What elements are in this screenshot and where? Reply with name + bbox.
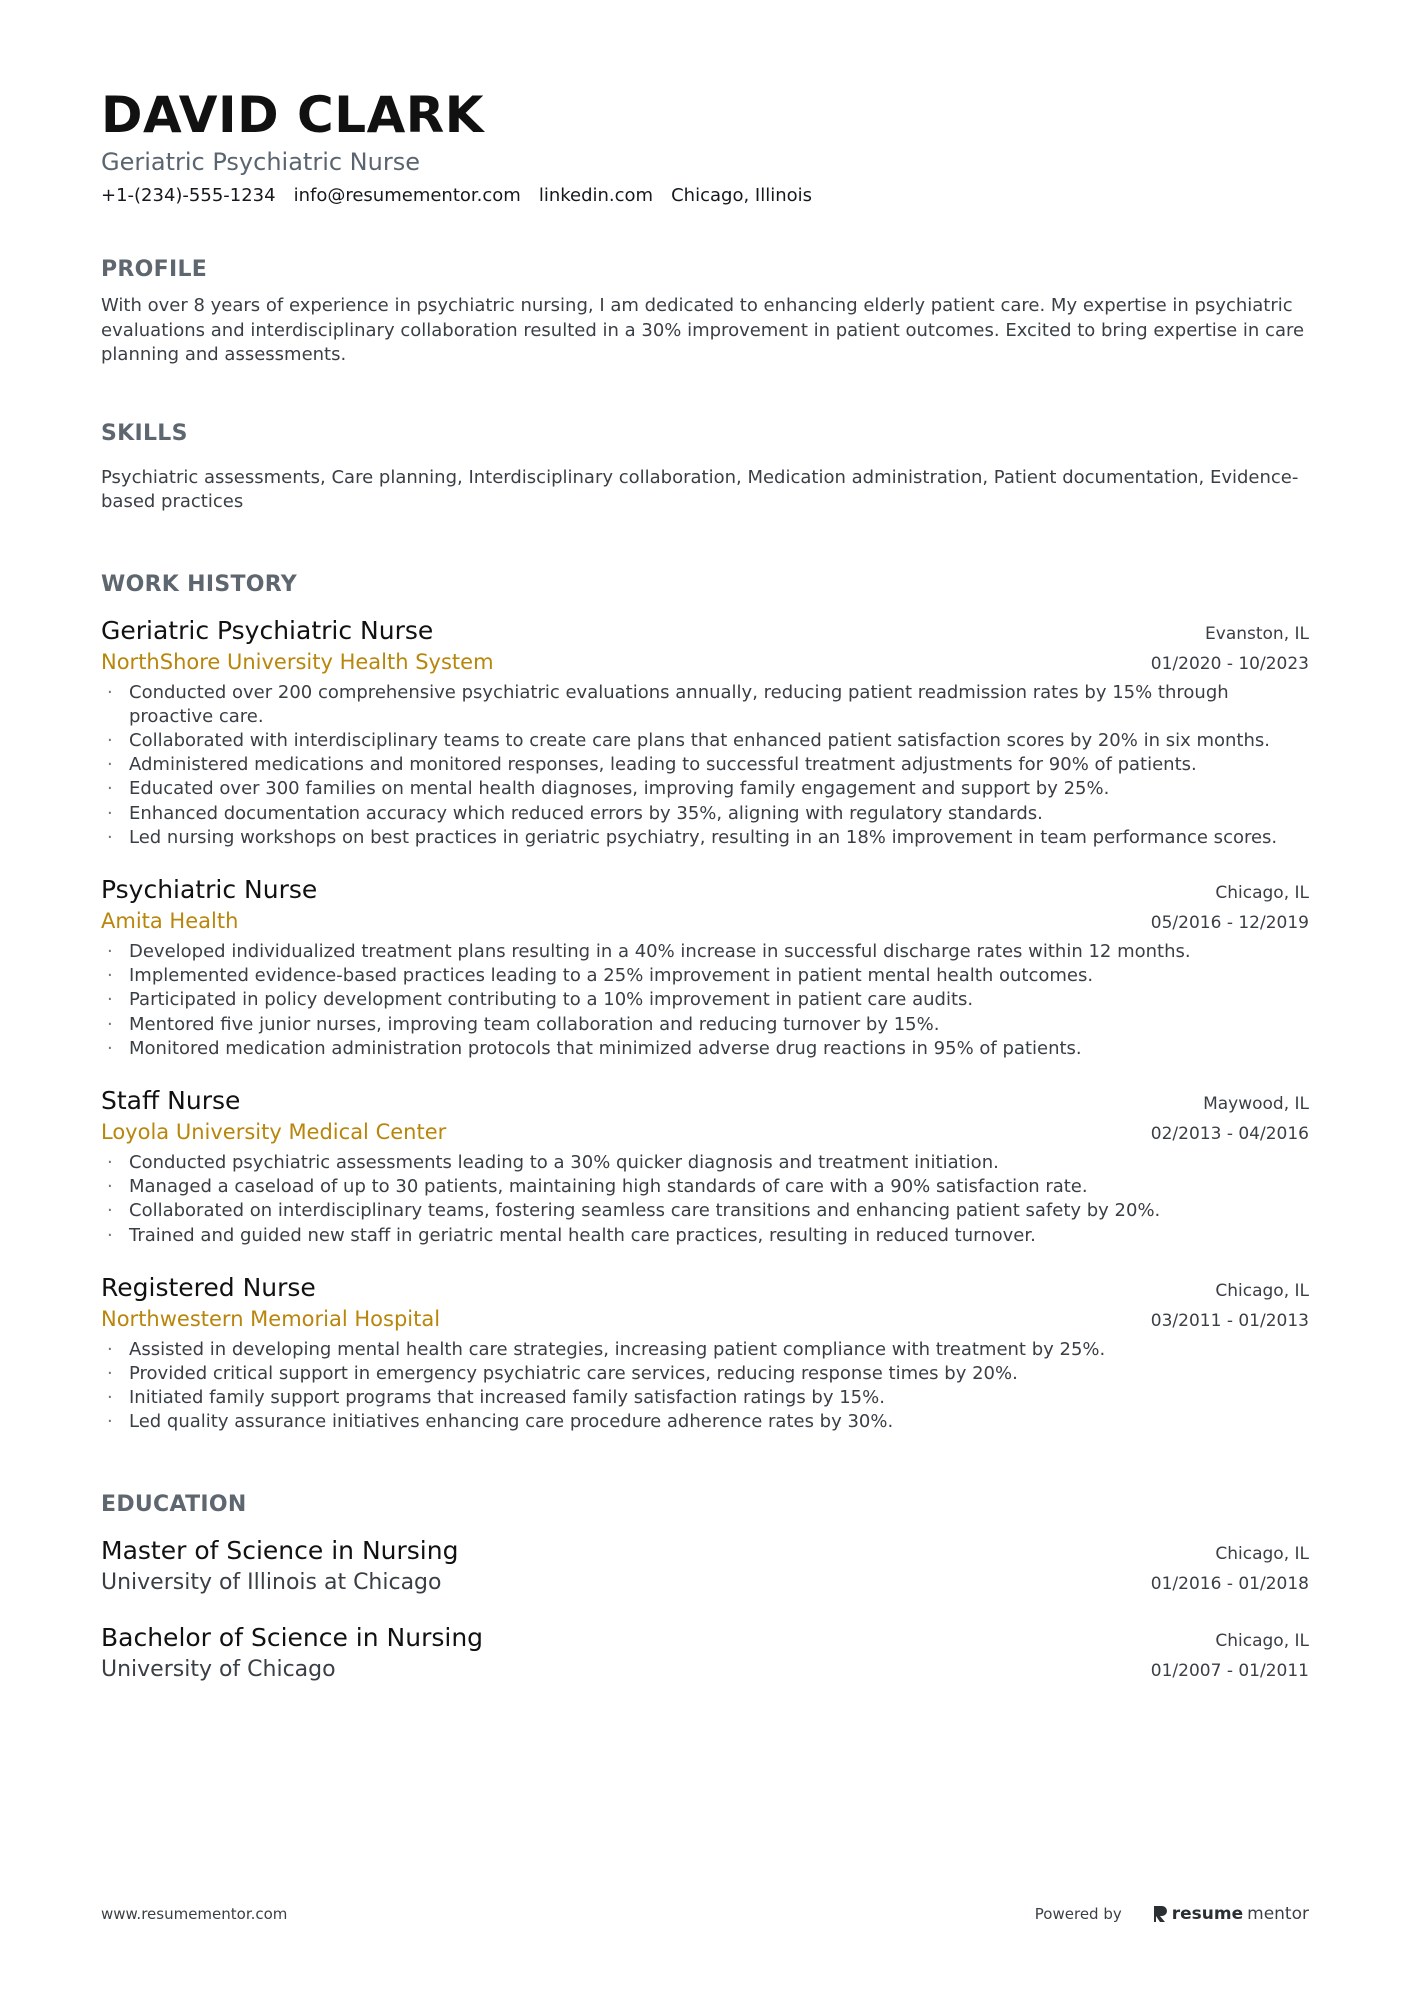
candidate-name: DAVID CLARK xyxy=(101,86,485,144)
job-bullet: · Collaborated with interdisciplinary teams to create care plans that enhanced patient satisfaction scores by 20% in six months. xyxy=(101,729,1309,753)
footer-branding xyxy=(1035,1904,1309,1924)
education-location: Chicago, IL xyxy=(1215,1543,1309,1564)
job-bullet: · Led quality assurance initiatives enhancing care procedure adherence rates by 30%. xyxy=(101,1410,1309,1434)
job-bullet: · Participated in policy development contributing to a 10% improvement in patient care audits. xyxy=(101,988,1309,1012)
education-school: University of Illinois at Chicago xyxy=(101,1569,442,1595)
education-dates: 01/2016 - 01/2018 xyxy=(1150,1573,1309,1594)
job-location: Chicago, IL xyxy=(1215,882,1309,903)
contact-linkedin[interactable]: linkedin.com xyxy=(538,185,654,206)
job-title: Psychiatric Nurse xyxy=(101,874,318,904)
work-history-section xyxy=(101,571,1309,1435)
job-bullets xyxy=(101,940,1309,1061)
job-bullet: · Administered medications and monitored responses, leading to successful treatment adjustments for 90% of patients. xyxy=(101,753,1309,777)
job-bullets xyxy=(101,681,1309,850)
job-employer-row xyxy=(101,1118,1309,1148)
footer-url[interactable]: www.resumementor.com xyxy=(101,1905,288,1923)
job-title: Registered Nurse xyxy=(101,1272,316,1302)
resume-header xyxy=(101,0,1309,208)
job-bullet: · Implemented evidence-based practices leading to a 25% improvement in patient mental health outcomes. xyxy=(101,964,1309,988)
contact-phone: +1-(234)-555-1234 xyxy=(101,185,276,206)
powered-by-label: Powered by xyxy=(1034,1905,1122,1923)
contact-location: Chicago, Illinois xyxy=(671,185,813,206)
job-bullet: · Initiated family support programs that increased family satisfaction ratings by 15%. xyxy=(101,1386,1309,1410)
job-title: Staff Nurse xyxy=(101,1085,241,1115)
brand-name-light: mentor xyxy=(1247,1904,1309,1924)
brand-name-bold: resume xyxy=(1171,1904,1244,1924)
section-title-profile: PROFILE xyxy=(101,257,208,282)
job-employer-row xyxy=(101,1305,1309,1335)
job-location: Maywood, IL xyxy=(1203,1093,1309,1114)
job-employer: Loyola University Medical Center xyxy=(101,1119,447,1144)
education-location: Chicago, IL xyxy=(1215,1630,1309,1651)
job-bullet: · Provided critical support in emergency psychiatric care services, reducing response times by 20%. xyxy=(101,1362,1309,1386)
job-bullet: · Educated over 300 families on mental health diagnoses, improving family engagement and support by 25%. xyxy=(101,777,1309,801)
job-bullets xyxy=(101,1338,1309,1435)
education-section xyxy=(101,1491,1309,1685)
job-employer: Amita Health xyxy=(101,908,239,933)
education-degree-row xyxy=(101,1622,1309,1655)
job-entry xyxy=(101,1272,1309,1435)
job-bullet: · Enhanced documentation accuracy which reduced errors by 35%, aligning with regulatory standards. xyxy=(101,802,1309,826)
job-entry xyxy=(101,615,1309,850)
profile-section xyxy=(101,256,1309,368)
job-dates: 03/2011 - 01/2013 xyxy=(1150,1310,1309,1331)
job-bullet: · Assisted in developing mental health care strategies, increasing patient compliance with treatment by 25%. xyxy=(101,1338,1309,1362)
skills-text: Psychiatric assessments, Care planning, Interdisciplinary collaboration, Medication administration, Patient documentation, Evidence-based practices xyxy=(101,466,1299,512)
brand-logo[interactable] xyxy=(1152,1904,1309,1924)
job-title-row xyxy=(101,1085,1309,1118)
profile-text: With over 8 years of experience in psychiatric nursing, I am dedicated to enhancing elderly patient care. My expertise in psychiatric evaluations and interdisciplinary collaboration resulted in a 30% improvement in patient outcomes. Excited to bring expertise in care planning and assessments. xyxy=(101,295,1305,365)
job-title: Geriatric Psychiatric Nurse xyxy=(101,615,434,645)
job-bullet: · Monitored medication administration protocols that minimized adverse drug reactions in 95% of patients. xyxy=(101,1037,1309,1061)
job-location: Chicago, IL xyxy=(1215,1280,1309,1301)
job-employer: NorthShore University Health System xyxy=(101,649,494,674)
job-bullet: · Managed a caseload of up to 30 patients, maintaining high standards of care with a 90% satisfaction rate. xyxy=(101,1175,1309,1199)
job-bullet: · Collaborated on interdisciplinary teams, fostering seamless care transitions and enhancing patient safety by 20%. xyxy=(101,1199,1309,1223)
job-title-row xyxy=(101,1272,1309,1305)
contact-email[interactable]: info@resumementor.com xyxy=(293,185,521,206)
job-dates: 05/2016 - 12/2019 xyxy=(1150,912,1309,933)
section-title-work-history: WORK HISTORY xyxy=(101,571,298,597)
contact-line xyxy=(101,184,1309,208)
job-title-row xyxy=(101,874,1309,907)
job-bullet: · Led nursing workshops on best practices in geriatric psychiatry, resulting in an 18% improvement in team performance scores. xyxy=(101,826,1309,850)
education-school-row xyxy=(101,1655,1309,1685)
skills-section xyxy=(101,420,1309,515)
resumementor-logo-icon xyxy=(1152,1905,1168,1923)
job-dates: 01/2020 - 10/2023 xyxy=(1150,653,1309,674)
education-dates: 01/2007 - 01/2011 xyxy=(1150,1660,1309,1681)
section-title-education: EDUCATION xyxy=(101,1491,247,1517)
job-employer-row xyxy=(101,648,1309,678)
education-list xyxy=(101,1535,1309,1685)
education-entry xyxy=(101,1535,1309,1598)
job-title-row xyxy=(101,615,1309,648)
education-school: University of Chicago xyxy=(101,1656,336,1682)
job-bullet: · Mentored five junior nurses, improving team collaboration and reducing turnover by 15%. xyxy=(101,1013,1309,1037)
education-degree: Bachelor of Science in Nursing xyxy=(101,1622,484,1652)
candidate-title: Geriatric Psychiatric Nurse xyxy=(101,148,420,176)
page-footer xyxy=(101,1904,1309,1924)
education-degree: Master of Science in Nursing xyxy=(101,1535,459,1565)
job-dates: 02/2013 - 04/2016 xyxy=(1150,1123,1309,1144)
education-entry xyxy=(101,1622,1309,1685)
job-bullet: · Conducted psychiatric assessments leading to a 30% quicker diagnosis and treatment initiation. xyxy=(101,1151,1309,1175)
job-employer: Northwestern Memorial Hospital xyxy=(101,1306,441,1331)
job-bullets xyxy=(101,1151,1309,1248)
job-entry xyxy=(101,1085,1309,1248)
education-school-row xyxy=(101,1568,1309,1598)
job-bullet: · Trained and guided new staff in geriatric mental health care practices, resulting in reduced turnover. xyxy=(101,1224,1309,1248)
job-employer-row xyxy=(101,907,1309,937)
job-bullet: · Conducted over 200 comprehensive psychiatric evaluations annually, reducing patient readmission rates by 15% through proactive care. xyxy=(101,681,1309,729)
job-entry xyxy=(101,874,1309,1061)
job-bullet: · Developed individualized treatment plans resulting in a 40% increase in successful discharge rates within 12 months. xyxy=(101,940,1309,964)
job-location: Evanston, IL xyxy=(1205,623,1309,644)
section-title-skills: SKILLS xyxy=(101,420,188,446)
jobs-list xyxy=(101,615,1309,1435)
education-degree-row xyxy=(101,1535,1309,1568)
